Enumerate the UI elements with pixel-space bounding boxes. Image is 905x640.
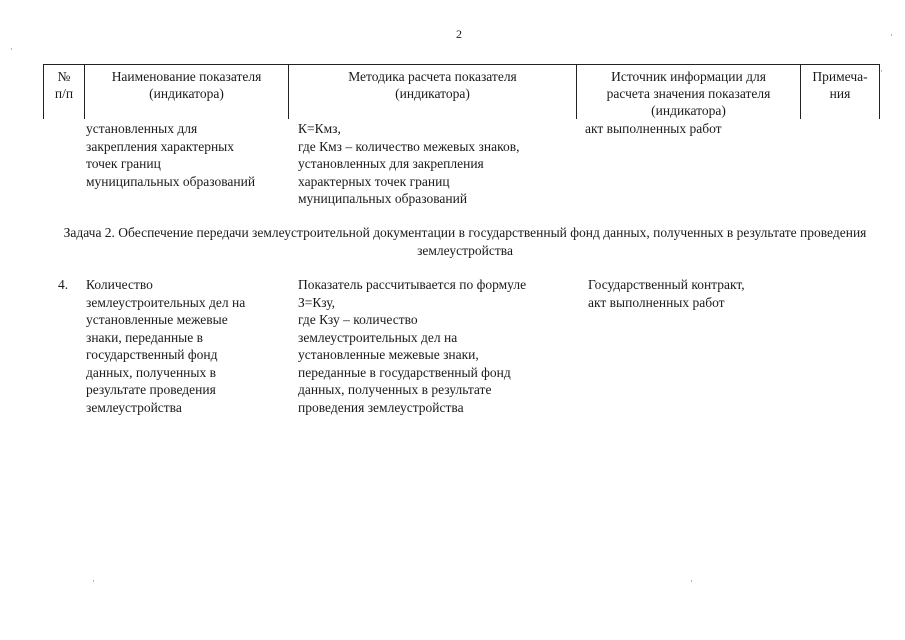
row-4-num: 4.	[58, 277, 69, 292]
scan-speck: ·	[880, 66, 883, 76]
scan-speck: ·	[690, 576, 693, 586]
task-2-title: Задача 2. Обеспечение передачи землеустроительной документации в государственный фонд данных, полученных в результате проведения землеустройства	[63, 225, 867, 258]
page-number: 2	[456, 27, 462, 41]
row-continued-name: установленных для закрепления характерных точек границ муниципальных образований	[86, 121, 256, 189]
row-continued-source: акт выполненных работ	[585, 121, 722, 136]
scan-speck: ·	[10, 44, 13, 54]
header-num: № п/п	[44, 65, 85, 120]
header-method: Методика расчета показателя (индикатора)	[289, 65, 577, 120]
header-name: Наименование показателя (индикатора)	[85, 65, 289, 120]
scan-speck: ·	[890, 30, 893, 40]
row-4-name: Количество землеустроительных дел на установленные межевые знаки, переданные в государственный фонд данных, полученных в результате проведения землеустройства	[86, 277, 246, 415]
header-row	[44, 65, 880, 120]
row-continued-method: К=Кмз, где Кмз – количество межевых знаков, установленных для закрепления характерных точек границ муниципальных образований	[298, 121, 520, 206]
scan-speck: ·	[92, 576, 95, 586]
indicator-table-header	[43, 64, 880, 119]
header-source: Источник информации для расчета значения показателя (индикатора)	[577, 65, 801, 120]
header-note: Примеча- ния	[801, 65, 880, 120]
row-4-method: Показатель рассчитывается по формуле З=Кзу, где Кзу – количество землеустроительных дел на установленные межевые знаки, переданные в государственный фонд данных, полученных в результате проведения землеустройства	[298, 277, 527, 415]
row-4-source: Государственный контракт, акт выполненных работ	[588, 277, 745, 310]
